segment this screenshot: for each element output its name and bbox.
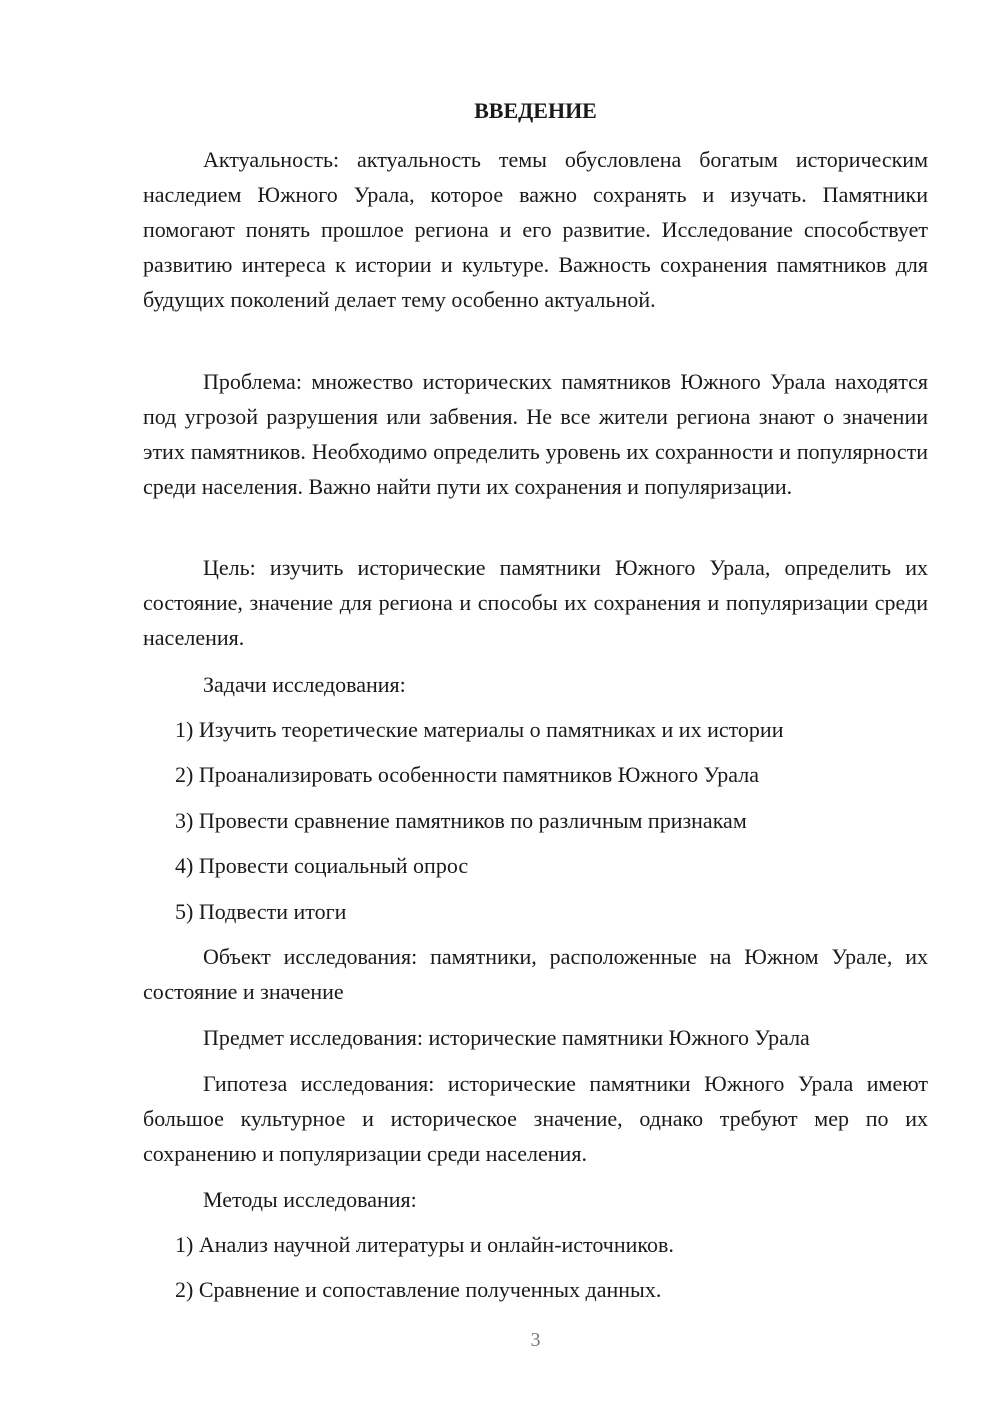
page-title: ВВЕДЕНИЕ: [474, 98, 597, 123]
document-page: [143, 0, 928, 1414]
object-paragraph: Объект исследования: памятники, расположенные на Южном Урале, их состояние и значение: [143, 944, 928, 1004]
list-item: 3) Провести сравнение памятников по различным признакам: [175, 808, 747, 833]
methods-heading: Методы исследования:: [203, 1187, 417, 1212]
list-item: 2) Проанализировать особенности памятников Южного Урала: [175, 762, 759, 787]
list-item: 5) Подвести итоги: [175, 899, 347, 924]
list-item: 2) Сравнение и сопоставление полученных данных.: [175, 1277, 662, 1302]
list-item: 1) Анализ научной литературы и онлайн-источников.: [175, 1232, 674, 1257]
list-item: 1) Изучить теоретические материалы о памятниках и их истории: [175, 717, 784, 742]
page-number: 3: [530, 1329, 541, 1351]
hypothesis-paragraph: Гипотеза исследования: исторические памятники Южного Урала имеют большое культурное и историческое значение, однако требуют мер по их сохранению и популяризации среди населения.: [143, 1071, 928, 1166]
relevance-paragraph: Актуальность: актуальность темы обусловлена богатым историческим наследием Южного Урала, которое важно сохранять и изучать. Памятники помогают понять прошлое региона и его развитие. Исследование способствует развитию интереса к истории и культуре. Важность сохранения памятников для будущих поколений делает тему особенно актуальной.: [143, 147, 928, 312]
problem-paragraph: Проблема: множество исторических памятников Южного Урала находятся под угрозой разрушения или забвения. Не все жители региона знают о значении этих памятников. Необходимо определить уровень их сохранности и популярности среди населения. Важно найти пути их сохранения и популяризации.: [143, 369, 928, 499]
goal-paragraph: Цель: изучить исторические памятники Южного Урала, определить их состояние, значение для региона и способы их сохранения и популяризации среди населения.: [143, 555, 928, 650]
list-item: 4) Провести социальный опрос: [175, 853, 469, 878]
subject-paragraph: Предмет исследования: исторические памятники Южного Урала: [203, 1025, 810, 1050]
tasks-heading: Задачи исследования:: [203, 672, 406, 697]
